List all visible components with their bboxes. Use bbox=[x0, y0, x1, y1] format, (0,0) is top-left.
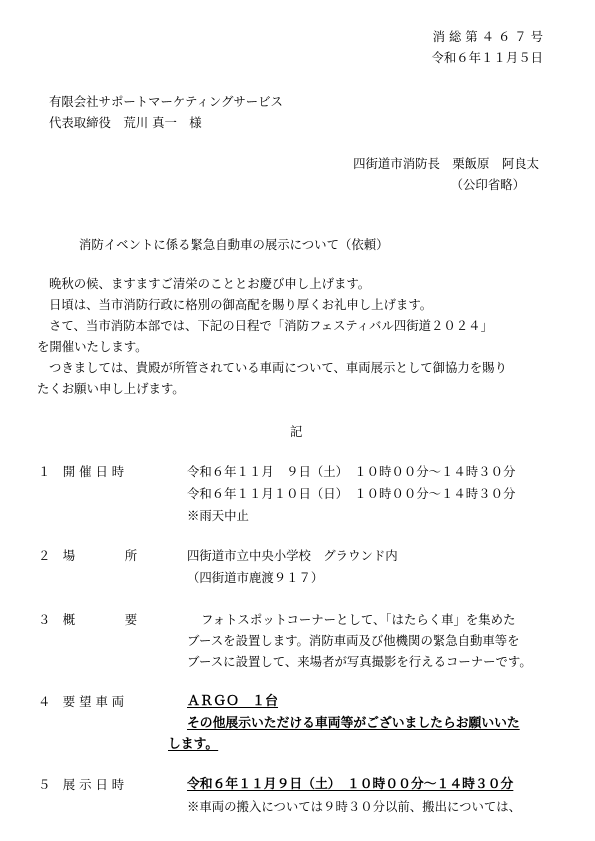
item-5-line-1: 令和６年１１月９日（土） １０時００分～１４時３０分 bbox=[187, 777, 514, 792]
ki-heading: 記 bbox=[290, 424, 303, 439]
item-1-line-2: 令和６年１１月１０日（日） １０時００分～１４時３０分 bbox=[187, 486, 516, 501]
body-line-6: たくお願い申し上げます。 bbox=[37, 381, 185, 396]
seal-omitted-note: （公印省略） bbox=[450, 177, 525, 192]
body-line-4: を開催いたします。 bbox=[37, 339, 148, 354]
item-4-line-3: します。 bbox=[168, 737, 219, 752]
body-line-1: 晩秋の候、ますますご清栄のこととお慶び申し上げます。 bbox=[49, 276, 371, 291]
item-4-line-2: その他展示いただける車両等がございましたらお願いいた bbox=[187, 716, 520, 731]
document-subject: 消防イベントに係る緊急自動車の展示について（依頼） bbox=[79, 237, 389, 252]
item-3-label: ３ 概 要 bbox=[38, 612, 138, 627]
body-line-2: 日頃は、当市消防行政に格別の御高配を賜り厚くお礼申し上げます。 bbox=[49, 297, 433, 312]
item-3-line-2: ブースを設置します。消防車両及び他機関の緊急自動車等を bbox=[187, 633, 520, 648]
item-3-line-1: フォトスポットコーナーとして、「はたらく車」を集めた bbox=[201, 612, 516, 627]
recipient-company: 有限会社サポートマーケティングサービス bbox=[49, 94, 283, 109]
item-4-label: ４ 要 望 車 両 bbox=[38, 694, 125, 709]
sender-name: 四街道市消防長 栗飯原 阿良太 bbox=[353, 156, 539, 171]
item-5-label: ５ 展 示 日 時 bbox=[38, 777, 125, 792]
item-5-line-2: ※車両の搬入については９時３０分以前、搬出については、 bbox=[187, 799, 522, 814]
item-1-label: １ 開 催 日 時 bbox=[38, 464, 125, 479]
body-line-5: つきましては、貴殿が所管されている車両について、車両展示として御協力を賜り bbox=[49, 360, 507, 375]
item-1-line-3: ※雨天中止 bbox=[187, 508, 249, 523]
item-3-line-3: ブースに設置して、来場者が写真撮影を行えるコーナーです。 bbox=[187, 654, 532, 669]
document-number: 消 総 第 ４ ６ ７ 号 bbox=[432, 29, 543, 44]
item-4-line-1: ＡＲＧＯ １台 bbox=[187, 694, 279, 709]
item-2-label: ２ 場 所 bbox=[38, 548, 138, 563]
recipient-person: 代表取締役 荒川 真一 様 bbox=[49, 115, 202, 130]
body-line-3: さて、当市消防本部では、下記の日程で「消防フェスティバル四街道２０２４」 bbox=[49, 318, 493, 333]
item-2-line-1: 四街道市立中央小学校 グラウンド内 bbox=[187, 548, 398, 563]
item-1-line-1: 令和６年１１月 ９日（土） １０時００分～１４時３０分 bbox=[187, 464, 516, 479]
item-2-line-2: （四街道市鹿渡９１７） bbox=[187, 570, 324, 585]
document-date: 令和６年１１月５日 bbox=[431, 50, 543, 65]
